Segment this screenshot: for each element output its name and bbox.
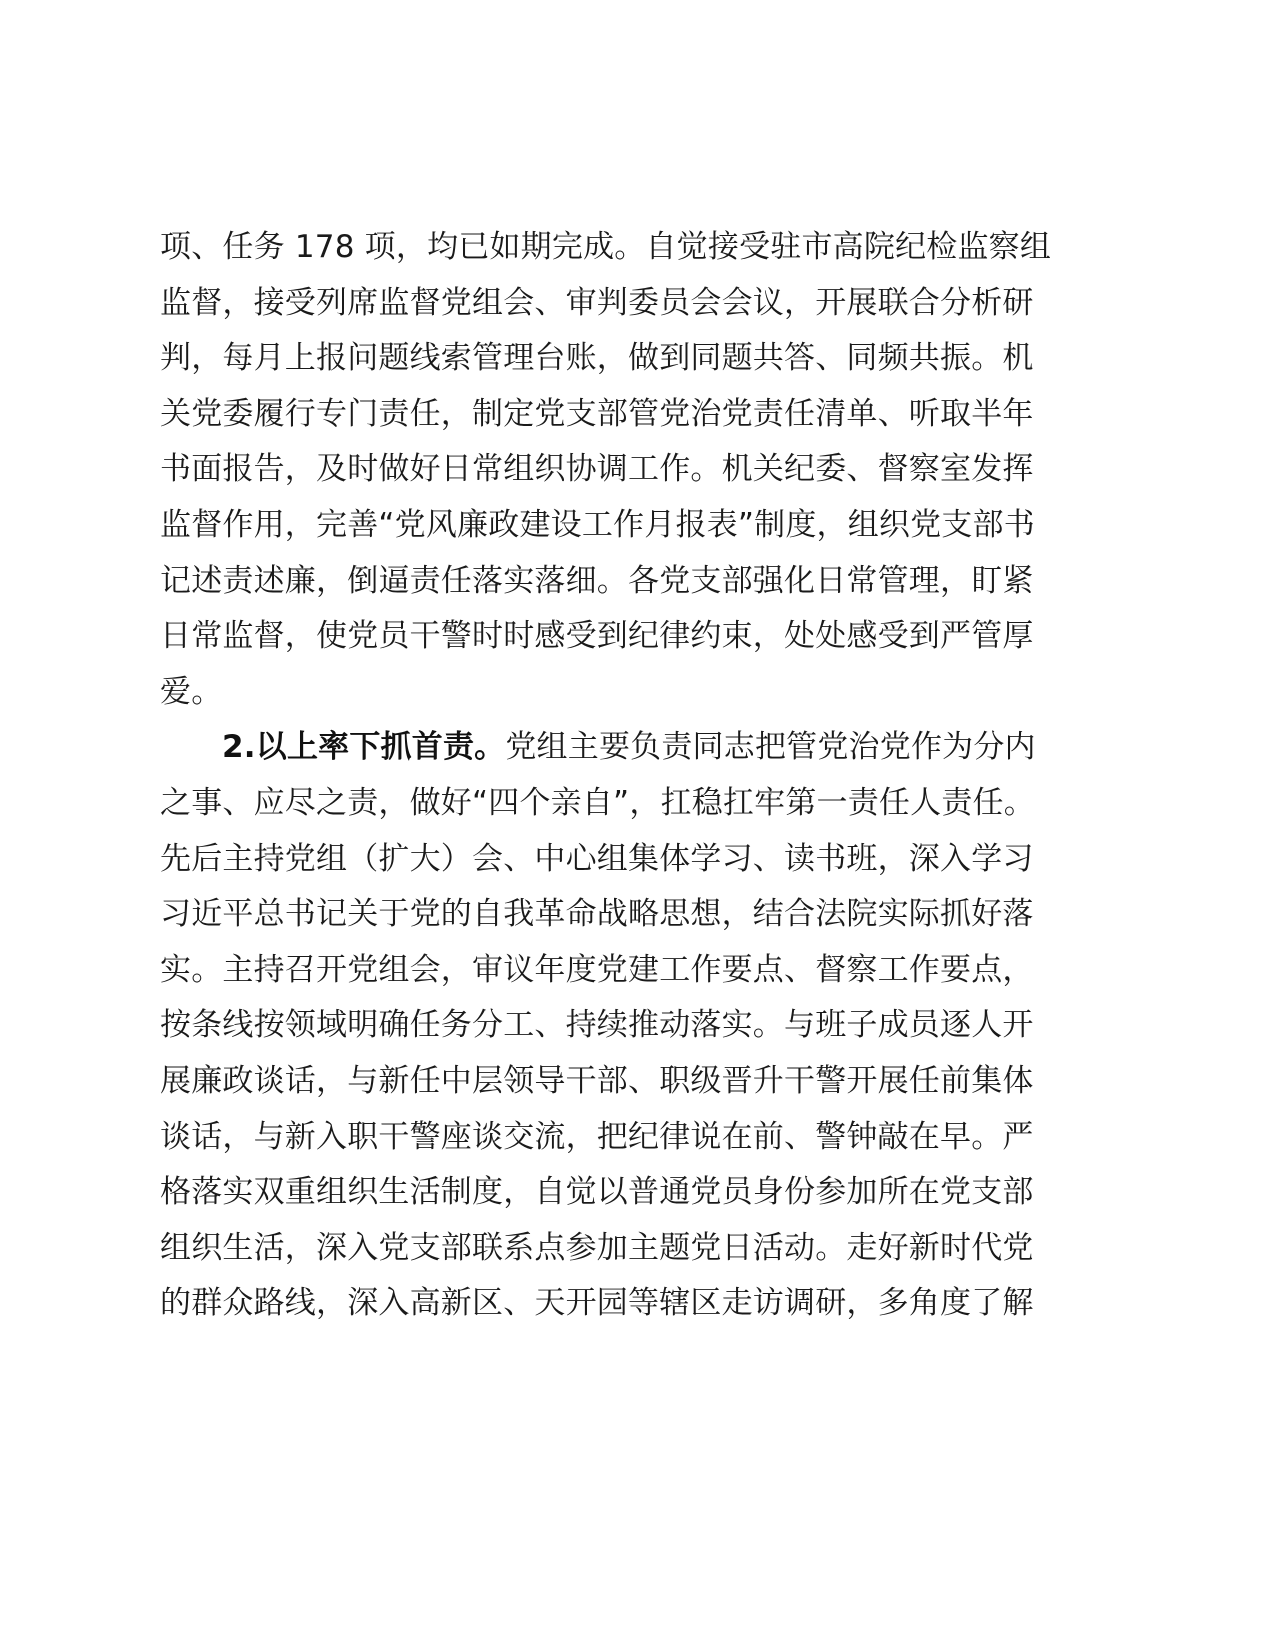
text-line: 展廉政谈话，与新任中层领导干部、职级晋升干警开展任前集体 bbox=[160, 1062, 1034, 1099]
paragraph-2 bbox=[160, 720, 1120, 1332]
text-run: 党组主要负责同志把管党治党作为分内 bbox=[505, 729, 1036, 766]
text-line: 判，每月上报问题线索管理台账，做到同题共答、同频共振。机 bbox=[160, 340, 1034, 377]
text-line: 书面报告，及时做好日常组织协调工作。机关纪委、督察室发挥 bbox=[160, 451, 1034, 488]
paragraph-first-line bbox=[160, 720, 1120, 776]
text-line: 格落实双重组织生活制度，自觉以普通党员身份参加所在党支部 bbox=[160, 1174, 1034, 1211]
text-line: 先后主持党组（扩大）会、中心组集体学习、读书班，深入学习 bbox=[160, 840, 1034, 877]
text-line: 监督作用，完善“党风廉政建设工作月报表”制度，组织党支部书 bbox=[160, 506, 1035, 543]
text-line: 日常监督，使党员干警时时感受到纪律约束，处处感受到严管厚 bbox=[160, 618, 1034, 655]
text-line: 习近平总书记关于党的自我革命战略思想，结合法院实际抓好落 bbox=[160, 896, 1034, 933]
text-line: 关党委履行专门责任，制定党支部管党治党责任清单、听取半年 bbox=[160, 395, 1034, 432]
text-line: 爱。 bbox=[160, 673, 223, 710]
body-text bbox=[160, 220, 1120, 1332]
text-line: 谈话，与新入职干警座谈交流，把纪律说在前、警钟敲在早。严 bbox=[160, 1118, 1034, 1155]
text-line: 之事、应尽之责，做好“四个亲自”，扛稳扛牢第一责任人责任。 bbox=[160, 784, 1035, 821]
text-line: 监督，接受列席监督党组会、审判委员会会议，开展联合分析研 bbox=[160, 284, 1034, 321]
section-heading: 2.以上率下抓首责。 bbox=[222, 729, 506, 766]
text-line: 按条线按领域明确任务分工、持续推动落实。与班子成员逐人开 bbox=[160, 1007, 1034, 1044]
text-line: 的群众路线，深入高新区、天开园等辖区走访调研，多角度了解 bbox=[160, 1285, 1034, 1322]
text-line: 记述责述廉，倒逼责任落实落细。各党支部强化日常管理，盯紧 bbox=[160, 562, 1034, 599]
paragraph-1 bbox=[160, 220, 1120, 720]
text-line: 实。主持召开党组会，审议年度党建工作要点、督察工作要点， bbox=[160, 951, 1034, 988]
text-line: 项、任务 178 项，均已如期完成。自觉接受驻市高院纪检监察组 bbox=[160, 229, 1052, 265]
text-line: 组织生活，深入党支部联系点参加主题党日活动。走好新时代党 bbox=[160, 1229, 1034, 1266]
